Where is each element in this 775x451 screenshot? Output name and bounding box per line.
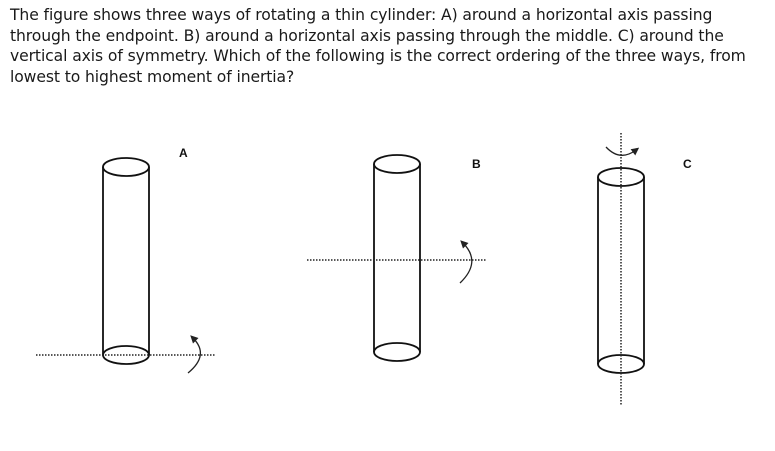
label-c: C: [683, 157, 692, 171]
cylinder-a: [103, 158, 149, 364]
rotation-figure: [0, 120, 775, 451]
cylinders-diagram: [0, 120, 775, 451]
label-b: B: [472, 157, 481, 171]
question-text: The figure shows three ways of rotating a thin cylinder: A) around a horizontal axis passing through the endpoint. B) around a horizontal axis passing through the middle. C) around the vertical axis of symmetry. Which of the following is the correct ordering of the three ways, from lowest to highest moment of inertia?: [10, 6, 746, 86]
cylinder-c: [598, 168, 644, 373]
cylinder-b: [374, 155, 420, 361]
rotation-arrow-b: [460, 243, 472, 283]
label-a: A: [179, 146, 188, 160]
